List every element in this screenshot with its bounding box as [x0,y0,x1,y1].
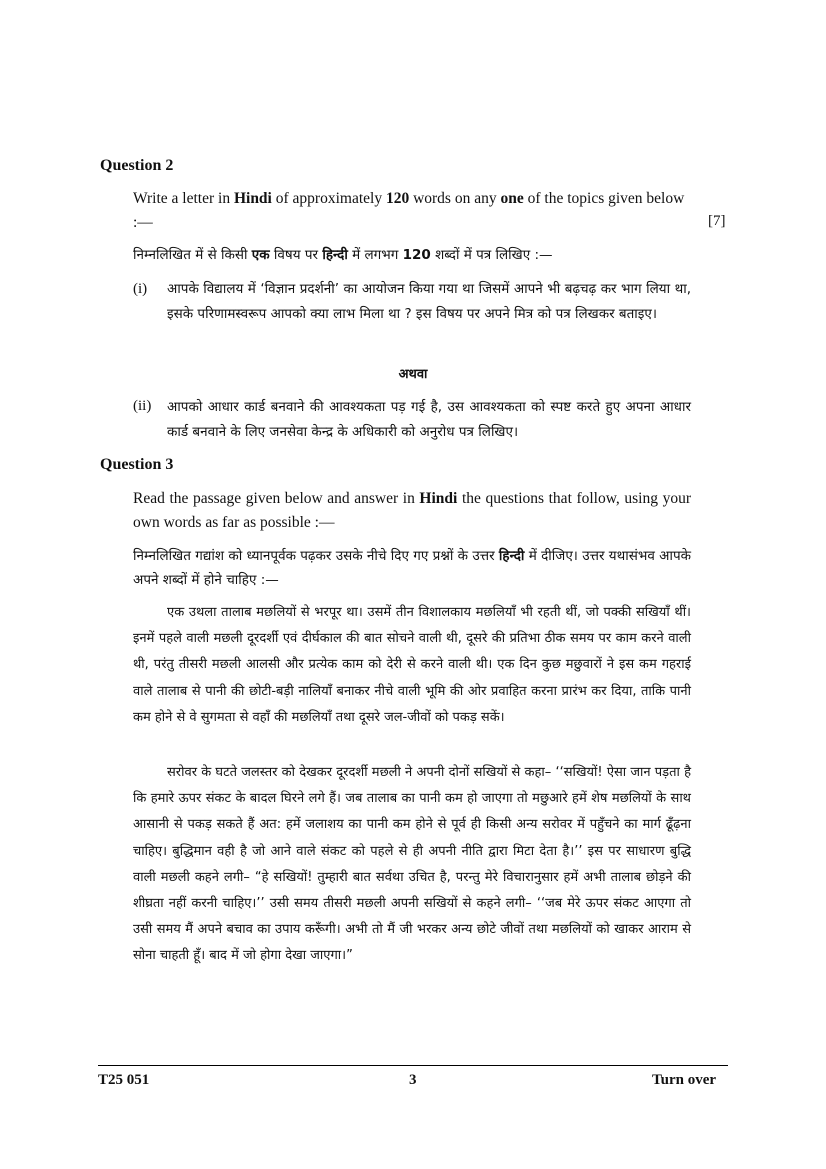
q2-instruction: Write a letter in Hindi of approximately 120 words on any one of the topics given below :— [133,190,685,231]
q2-hindi-instruction: निम्नलिखित में से किसी एक विषय पर हिन्दी में लगभग 120 शब्दों में पत्र लिखिए :— [133,247,553,263]
q3-hindi-instruction: निम्नलिखित गद्यांश को ध्यानपूर्वक पढ़कर उसके नीचे दिए गए प्रश्नों के उत्तर हिन्दी में दीजिए। उत्तर यथासंभव आपके अपने शब्दों में होने चाहिए :— [133,548,691,588]
or-divider: अथवा [398,367,428,382]
q2-option-1-text: आपके विद्यालय में ‘विज्ञान प्रदर्शनी’ का आयोजन किया गया था जिसमें आपने भी बढ़चढ़ कर भाग लिया था, इसके परिणामस्वरूप आपको क्या लाभ मिला था ? इस विषय पर अपने मित्र को पत्र लिखकर बताइए। [167,281,691,322]
q2-option-2-number: (ii) [133,398,152,414]
footer-page-number: 3 [409,1072,417,1088]
footer-code: T25 051 [98,1072,150,1088]
footer-turn-over: Turn over [652,1072,717,1088]
q2-option-2-text: आपको आधार कार्ड बनवाने की आवश्यकता पड़ गई है, उस आवश्यकता को स्पष्ट करते हुए अपना आधार कार्ड बनवाने के लिए जनसेवा केन्द्र के अधिकारी को अनुरोध पत्र लिखिए। [167,399,691,440]
footer-rule [98,1065,728,1066]
passage-paragraph-2: सरोवर के घटते जलस्तर को देखकर दूरदर्शी मछली ने अपनी दोनों सखियों से कहा– ‘‘सखियों! ऐसा जान पड़ता है कि हमारे ऊपर संकट के बादल घिरने लगे हैं। जब तालाब का पानी कम हो जाएगा तो मछुआरे हमें शेष मछलियों के साथ आसानी से पकड़ सकते हैं अत: हमें जलाशय का पानी कम होने से पूर्व ही किसी अन्य सरोवर में पहुँचने का मार्ग ढूँढ़ना चाहिए। बुद्धिमान वही है जो आने वाले संकट को पहले से ही अपनी नीति द्वारा मिटा देता है।’’ इस पर साधारण बुद्धि वाली मछली कहने लगी– “हे सखियों! तुम्हारी बात सर्वथा उचित है, परन्तु मेरे विचारानुसार हमें अभी तालाब छोड़ने की शीघ्रता नहीं करनी चाहिए।’’ उसी समय तीसरी मछली अपनी सखियों से कहने लगी– ‘‘जब मेरे ऊपर संकट आएगा तो उसी समय मैं अपने बचाव का उपाय करूँगी। अभी तो मैं जी भरकर अन्य छोटे जीवों तथा मछलियों को खाकर आराम से सोना चाहती हूँ। बाद में जो होगा देखा जाएगा।” [133,765,691,964]
q2-marks: [7] [708,213,726,229]
passage-paragraph-1: एक उथला तालाब मछलियों से भरपूर था। उसमें तीन विशालकाय मछलियाँ भी रहती थीं, जो पक्की सखियाँ थीं। इनमें पहले वाली मछली दूरदर्शी एवं दीर्घकाल की बात सोचने वाली थी, दूसरे की प्रतिभा ठीक समय पर काम करने वाली थी, परंतु तीसरी मछली आलसी और प्रत्येक काम को देरी से करने वाली थी। एक दिन कुछ मछुवारों ने इस कम गहराई वाले तालाब से पानी की छोटी-बड़ी नालियाँ बनाकर नीचे वाली भूमि की ओर प्रवाहित करना प्रारंभ कर दिया, ताकि पानी कम होने से वे सुगमता से वहाँ की मछलियाँ तथा दूसरे जल-जीवों को पकड़ सकें। [133,605,691,725]
q2-option-1-number: (i) [133,281,148,297]
question-3-heading: Question 3 [100,456,174,473]
question-2-heading: Question 2 [100,157,174,174]
q3-instruction: Read the passage given below and answer in Hindi the questions that follow, using your own words as far as possible :— [133,490,691,531]
